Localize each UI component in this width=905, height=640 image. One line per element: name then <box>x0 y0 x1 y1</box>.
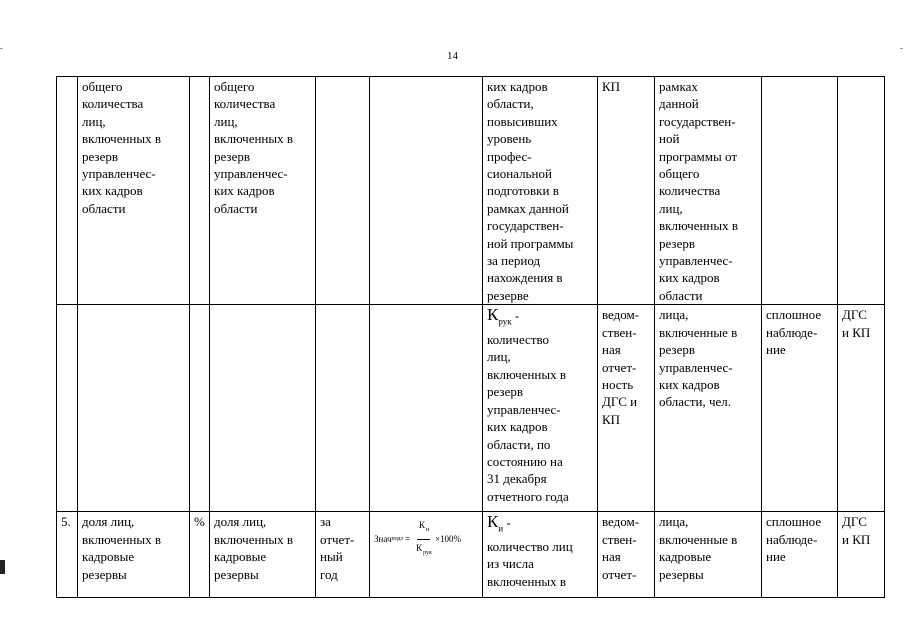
cell-period: за отчет- ный год <box>316 512 370 598</box>
cell-method: сплошное наблюде- ние <box>762 305 838 512</box>
cell-indicator-name <box>78 305 190 512</box>
table-row-continuation <box>57 77 885 305</box>
cell-source: ведом- ствен- ная отчет- ность ДГС и КП <box>598 305 655 512</box>
cell-source: КП <box>598 77 655 305</box>
cell-formula <box>370 77 483 305</box>
cell-basic-indicator: $К_и$ - количество лиц из числа включенных в <box>483 512 598 598</box>
scan-dot-left <box>0 48 3 49</box>
cell-unit: % <box>190 512 210 598</box>
table-row-sub <box>57 305 885 512</box>
cell-indicator-name: доля лиц, включенных в кадровые резервы <box>78 512 190 598</box>
cell-period <box>316 305 370 512</box>
cell-number <box>57 77 78 305</box>
cell-responsible: ДГС и КП <box>838 305 885 512</box>
cell-responsible <box>838 77 885 305</box>
scan-dot-right <box>900 48 903 49</box>
indicators-table <box>56 76 885 598</box>
variable-k-i: $К_и$ <box>487 512 504 534</box>
cell-unit <box>190 305 210 512</box>
cell-definition: доля лиц, включенных в кадровые резервы <box>210 512 316 598</box>
cell-period <box>316 77 370 305</box>
cell-observation-unit: лица, включенные в резерв управленчес- ких кадров области, чел. <box>655 305 762 512</box>
cell-number: 5. <box>57 512 78 598</box>
cell-indicator-name: общего количества лиц, включенных в резерв управленчес- ких кадров области <box>78 77 190 305</box>
cell-number <box>57 305 78 512</box>
formula: Знач подз = $\frac{К_и}{К_{рук}}$ ×100% <box>374 517 479 562</box>
variable-k-ruk: $К_{рук}$ <box>487 305 512 327</box>
cell-basic-indicator: $К_{рук}$ - количество лиц, включенных в резерв управленчес- ких кадров области, по состоянию на 31 декабря отчетного года <box>483 305 598 512</box>
binding-mark <box>0 560 5 574</box>
cell-observation-unit: лица, включенные в кадровые резервы <box>655 512 762 598</box>
page-number: 14 <box>447 50 458 62</box>
cell-formula <box>370 305 483 512</box>
cell-method: сплошное наблюде- ние <box>762 512 838 598</box>
cell-formula <box>370 512 483 598</box>
cell-observation-unit: рамках данной государствен- ной программы от общего количества лиц, включенных в резерв управленчес- ких кадров области <box>655 77 762 305</box>
cell-responsible: ДГС и КП <box>838 512 885 598</box>
cell-method <box>762 77 838 305</box>
cell-source: ведом- ствен- ная отчет- <box>598 512 655 598</box>
table-row-5 <box>57 512 885 598</box>
cell-basic-indicator: ких кадров области, повысивших уровень профес- сиональной подготовки в рамках данной государствен- ной программы за период нахождения в резерве <box>483 77 598 305</box>
cell-unit <box>190 77 210 305</box>
cell-definition: общего количества лиц, включенных в резерв управленчес- ких кадров области <box>210 77 316 305</box>
cell-definition <box>210 305 316 512</box>
